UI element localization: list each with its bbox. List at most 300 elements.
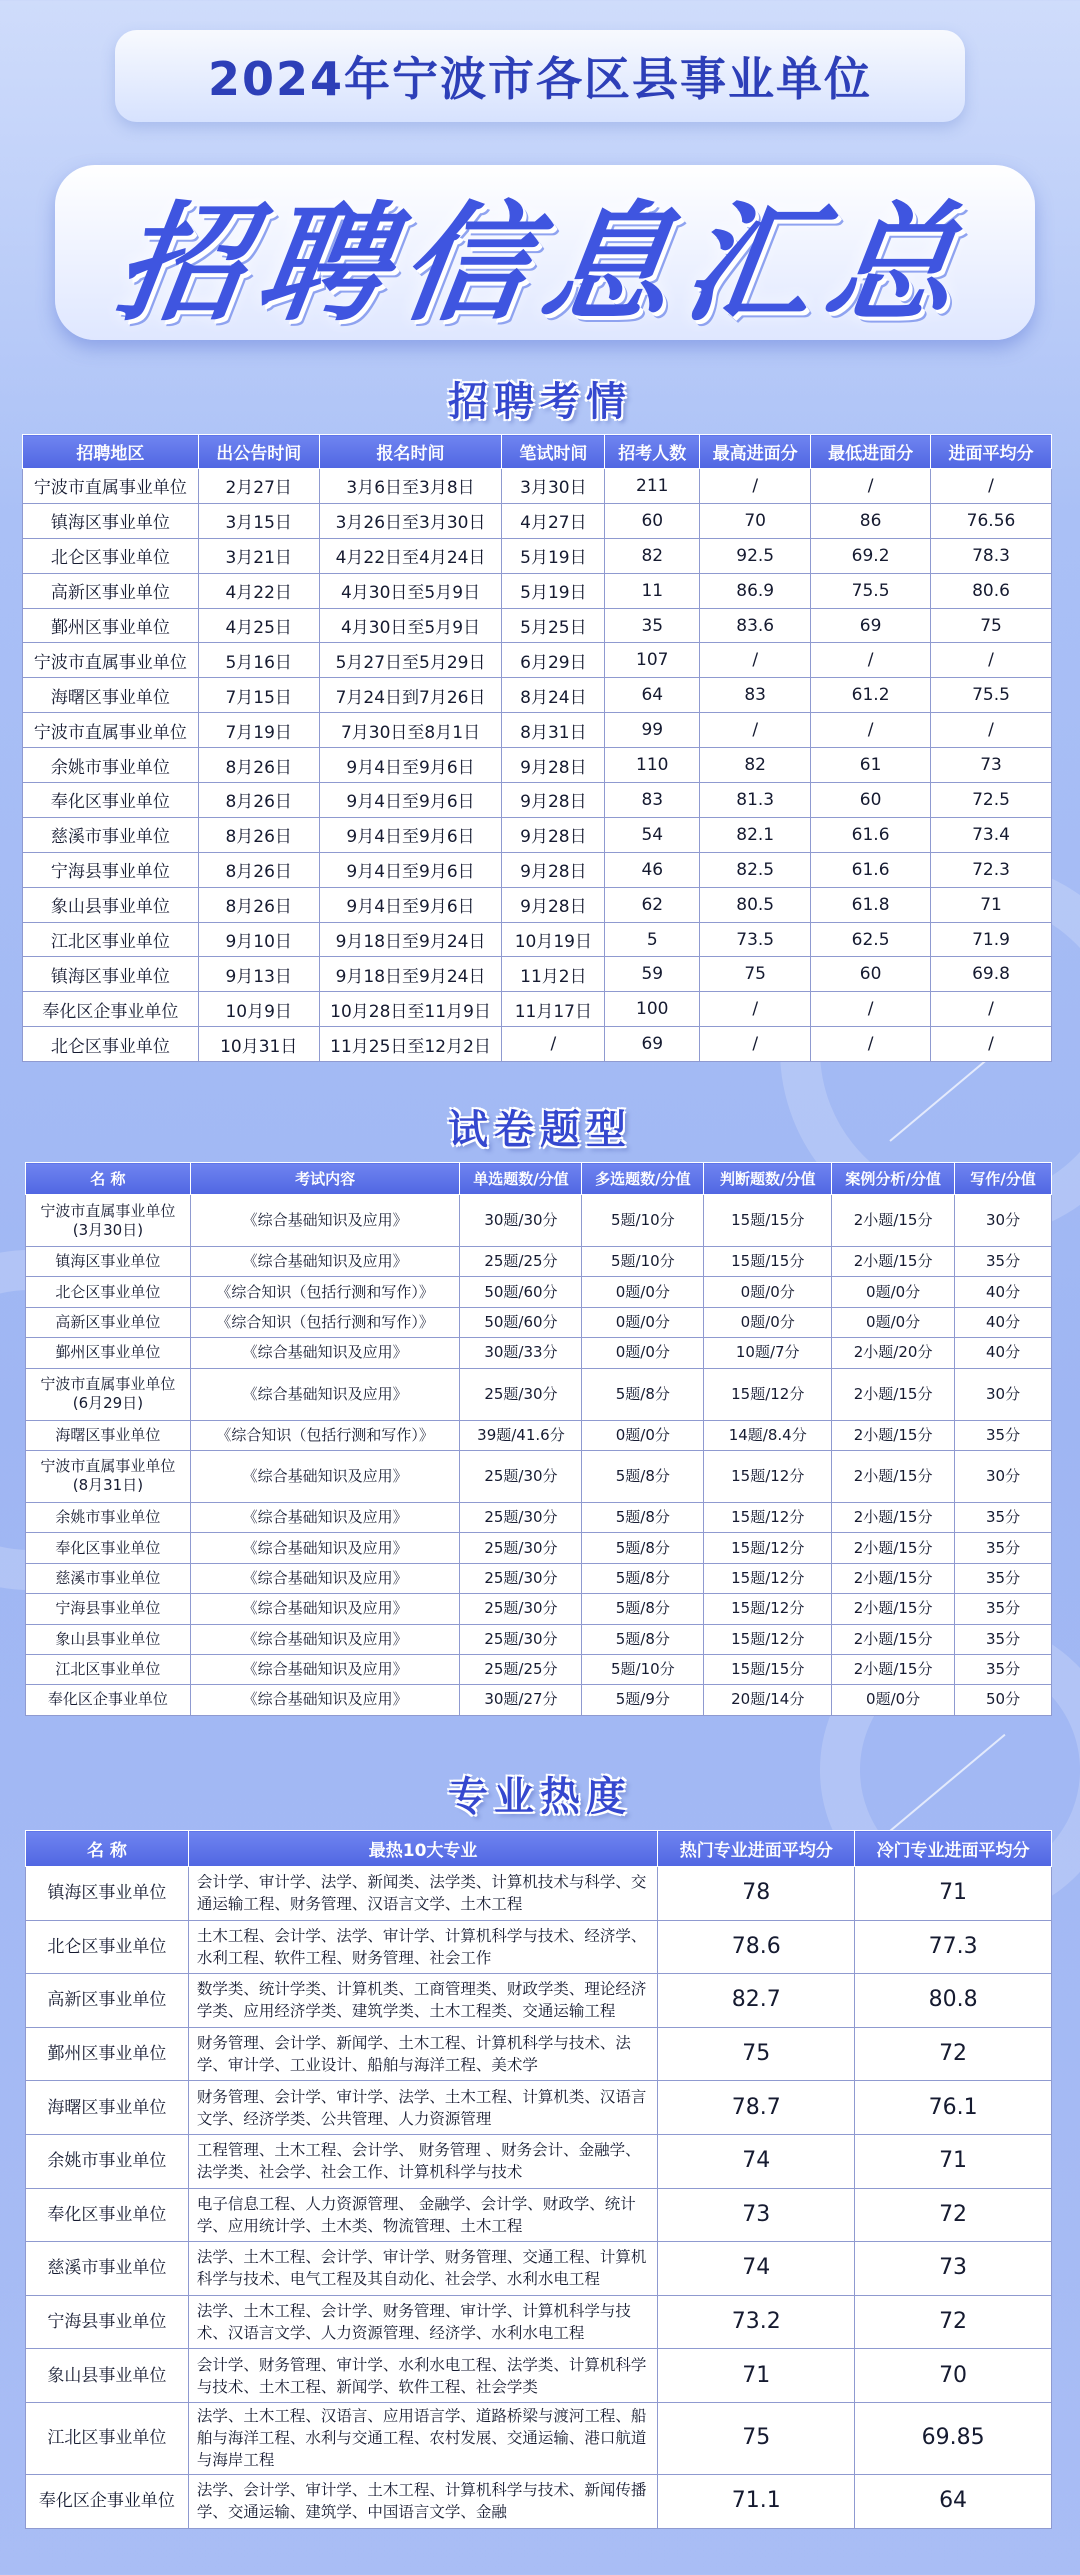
table-cell: 83.6 xyxy=(700,608,811,643)
table-cell: 象山县事业单位 xyxy=(23,887,199,922)
table-cell: 5题/8分 xyxy=(582,1450,704,1502)
table-cell: 5题/8分 xyxy=(582,1502,704,1532)
table-cell: 10月9日 xyxy=(198,992,319,1027)
table-cell: 5月19日 xyxy=(502,573,605,608)
table-cell: 2小题/15分 xyxy=(832,1368,955,1420)
table-cell: 5月19日 xyxy=(502,538,605,573)
table-cell: 9月28日 xyxy=(502,783,605,818)
table-cell: 5 xyxy=(605,922,700,957)
table-cell: 2小题/15分 xyxy=(832,1502,955,1532)
table-cell: 0题/0分 xyxy=(582,1420,704,1450)
table-row xyxy=(23,783,1052,818)
table-cell: 25题/30分 xyxy=(460,1594,582,1624)
table-cell: 《综合基础知识及应用》 xyxy=(190,1450,460,1502)
table-cell: 4月22日至4月24日 xyxy=(319,538,502,573)
table-cell: 高新区事业单位 xyxy=(26,1307,191,1337)
table-cell: 25题/30分 xyxy=(460,1563,582,1593)
table-row xyxy=(23,608,1052,643)
table-cell: 3月26日至3月30日 xyxy=(319,503,502,538)
main-title: 招聘信息汇总 xyxy=(106,189,980,339)
column-header: 进面平均分 xyxy=(931,435,1052,469)
table-cell: 镇海区事业单位 xyxy=(23,957,199,992)
table-cell: 鄞州区事业单位 xyxy=(26,2027,189,2081)
column-header: 出公告时间 xyxy=(198,435,319,469)
table-cell: 5题/10分 xyxy=(582,1654,704,1684)
table-row xyxy=(23,678,1052,713)
table-cell: 92.5 xyxy=(700,538,811,573)
table-cell: 35分 xyxy=(955,1247,1052,1277)
table-cell: 78.3 xyxy=(931,538,1052,573)
table-cell: 奉化区企事业单位 xyxy=(23,992,199,1027)
table-cell: 69.8 xyxy=(931,957,1052,992)
table-cell: 镇海区事业单位 xyxy=(26,1867,189,1921)
table-cell: 100 xyxy=(605,992,700,1027)
table-cell: 5题/9分 xyxy=(582,1685,704,1715)
table-cell: 75 xyxy=(700,957,811,992)
table-row xyxy=(26,2188,1052,2242)
table-cell: / xyxy=(700,643,811,678)
column-header: 招考人数 xyxy=(605,435,700,469)
table-cell: 70 xyxy=(855,2349,1052,2403)
table-cell: 镇海区事业单位 xyxy=(23,503,199,538)
table-cell: 9月18日至9月24日 xyxy=(319,922,502,957)
table-row xyxy=(23,713,1052,748)
table-cell: 慈溪市事业单位 xyxy=(26,1563,191,1593)
table-row xyxy=(23,852,1052,887)
table-row xyxy=(23,922,1052,957)
table-cell: 5月25日 xyxy=(502,608,605,643)
column-header: 判断题数/分值 xyxy=(704,1163,832,1195)
table-cell: 0题/0分 xyxy=(582,1277,704,1307)
table-cell: 25题/25分 xyxy=(460,1654,582,1684)
table-cell: / xyxy=(700,469,811,504)
table-cell: 高新区事业单位 xyxy=(23,573,199,608)
main-title-box xyxy=(55,165,1035,340)
table-cell: 2月27日 xyxy=(198,469,319,504)
table-cell: / xyxy=(931,643,1052,678)
table-cell: 25题/30分 xyxy=(460,1533,582,1563)
table-cell: 69.85 xyxy=(855,2402,1052,2474)
table-cell: 法学、会计学、审计学、土木工程、计算机科学与技术、新闻传播学、交通运输、建筑学、中国语言文学、金融 xyxy=(188,2474,657,2528)
table-cell: 83 xyxy=(605,783,700,818)
section-title-paper: 试卷题型 xyxy=(448,1107,632,1153)
table-cell: 工程管理、土木工程、会计学、 财务管理 、财务会计、金融学、法学类、社会学、社会工作、计算机科学与技术 xyxy=(188,2134,657,2188)
table-cell: / xyxy=(811,469,931,504)
table-cell: 71.9 xyxy=(931,922,1052,957)
table-cell: 39题/41.6分 xyxy=(460,1420,582,1450)
table-cell: 35分 xyxy=(955,1420,1052,1450)
table-cell: 6月29日 xyxy=(502,643,605,678)
table-cell: 15题/15分 xyxy=(704,1195,832,1247)
table-cell: 40分 xyxy=(955,1307,1052,1337)
table-cell: 2小题/15分 xyxy=(832,1533,955,1563)
table-cell: 75 xyxy=(658,2402,855,2474)
table-cell: 奉化区事业单位 xyxy=(23,783,199,818)
table-cell: 15题/15分 xyxy=(704,1654,832,1684)
table-cell: 法学、土木工程、会计学、财务管理、审计学、计算机科学与技术、汉语言文学、人力资源管理、经济学、水利水电工程 xyxy=(188,2295,657,2349)
table-cell: 9月4日至9月6日 xyxy=(319,748,502,783)
table-cell: 北仑区事业单位 xyxy=(23,538,199,573)
table-cell: 70 xyxy=(700,503,811,538)
table-cell: 10月28日至11月9日 xyxy=(319,992,502,1027)
table-cell: 15题/12分 xyxy=(704,1368,832,1420)
table-cell: 慈溪市事业单位 xyxy=(23,817,199,852)
table-cell: 7月24日到7月26日 xyxy=(319,678,502,713)
table-cell: 74 xyxy=(658,2242,855,2296)
table-cell: 71.1 xyxy=(658,2474,855,2528)
table-cell: 0题/0分 xyxy=(582,1307,704,1337)
table-cell: 61.2 xyxy=(811,678,931,713)
table-cell: 象山县事业单位 xyxy=(26,1624,191,1654)
table-cell: 76.56 xyxy=(931,503,1052,538)
table-row xyxy=(26,2349,1052,2403)
table-cell: 35分 xyxy=(955,1654,1052,1684)
column-header: 最低进面分 xyxy=(811,435,931,469)
column-header: 笔试时间 xyxy=(502,435,605,469)
table-cell: 110 xyxy=(605,748,700,783)
table-cell: 76.1 xyxy=(855,2081,1052,2135)
table-cell: 82 xyxy=(700,748,811,783)
table-cell: 江北区事业单位 xyxy=(23,922,199,957)
table-cell: 30分 xyxy=(955,1450,1052,1502)
table-cell: / xyxy=(931,713,1052,748)
table-cell: 《综合基础知识及应用》 xyxy=(190,1654,460,1684)
table-cell: 5题/8分 xyxy=(582,1624,704,1654)
table-cell: 69 xyxy=(605,1027,700,1062)
column-header: 冷门专业进面平均分 xyxy=(855,1831,1052,1867)
table-cell: 《综合基础知识及应用》 xyxy=(190,1338,460,1368)
column-header: 招聘地区 xyxy=(23,435,199,469)
table-cell: 73 xyxy=(855,2242,1052,2296)
table-cell: 73 xyxy=(658,2188,855,2242)
table-cell: / xyxy=(700,1027,811,1062)
table-cell: 59 xyxy=(605,957,700,992)
table-cell: 2小题/15分 xyxy=(832,1624,955,1654)
table-cell: 奉化区企事业单位 xyxy=(26,1685,191,1715)
table-cell: 《综合基础知识及应用》 xyxy=(190,1247,460,1277)
table-cell: 8月26日 xyxy=(198,887,319,922)
table-cell: 30题/33分 xyxy=(460,1338,582,1368)
table-cell: / xyxy=(931,469,1052,504)
table-cell: 11 xyxy=(605,573,700,608)
table-cell: 71 xyxy=(855,2134,1052,2188)
table-row xyxy=(23,817,1052,852)
table-row xyxy=(26,1594,1052,1624)
table-cell: 62.5 xyxy=(811,922,931,957)
table-cell: 20题/14分 xyxy=(704,1685,832,1715)
table-cell: 鄞州区事业单位 xyxy=(26,1338,191,1368)
section-title-exam: 招聘考情 xyxy=(448,379,632,425)
table-cell: 15题/12分 xyxy=(704,1624,832,1654)
table-row xyxy=(26,1974,1052,2028)
table-cell: 25题/30分 xyxy=(460,1502,582,1532)
table-row xyxy=(23,748,1052,783)
table-cell: 64 xyxy=(855,2474,1052,2528)
table-cell: 10题/7分 xyxy=(704,1338,832,1368)
table-cell: 25题/30分 xyxy=(460,1624,582,1654)
table-cell: 30分 xyxy=(955,1195,1052,1247)
table-cell: 86.9 xyxy=(700,573,811,608)
table-cell: 9月4日至9月6日 xyxy=(319,783,502,818)
table-cell: 财务管理、会计学、新闻学、土木工程、计算机科学与技术、法学、审计学、工业设计、船舶与海洋工程、美术学 xyxy=(188,2027,657,2081)
table-cell: 72.5 xyxy=(931,783,1052,818)
table-cell: 60 xyxy=(811,783,931,818)
table-row xyxy=(23,1027,1052,1062)
table-cell: 4月27日 xyxy=(502,503,605,538)
table-cell: 11月2日 xyxy=(502,957,605,992)
table-cell: 《综合知识（包括行测和写作）》 xyxy=(190,1420,460,1450)
table-cell: 78.6 xyxy=(658,1920,855,1974)
table-cell: 《综合基础知识及应用》 xyxy=(190,1685,460,1715)
table-cell: 宁波市直属事业单位 (3月30日) xyxy=(26,1195,191,1247)
table-cell: 7月19日 xyxy=(198,713,319,748)
table-cell: 81.3 xyxy=(700,783,811,818)
table-cell: 15题/12分 xyxy=(704,1450,832,1502)
column-header: 考试内容 xyxy=(190,1163,460,1195)
table-row xyxy=(26,2081,1052,2135)
table-cell: 2小题/15分 xyxy=(832,1420,955,1450)
table-cell: 8月26日 xyxy=(198,817,319,852)
table-cell: 10月31日 xyxy=(198,1027,319,1062)
table-cell: 72 xyxy=(855,2027,1052,2081)
table-cell: 78 xyxy=(658,1867,855,1921)
table-cell: 会计学、财务管理、审计学、水利水电工程、法学类、计算机科学与技术、土木工程、新闻学、软件工程、社会学类 xyxy=(188,2349,657,2403)
table-cell: 《综合基础知识及应用》 xyxy=(190,1195,460,1247)
column-header: 报名时间 xyxy=(319,435,502,469)
table-row xyxy=(26,1867,1052,1921)
table-cell: 30题/30分 xyxy=(460,1195,582,1247)
table-cell: 10月19日 xyxy=(502,922,605,957)
section-title-major: 专业热度 xyxy=(448,1774,632,1820)
table-cell: 80.8 xyxy=(855,1974,1052,2028)
table-cell: 99 xyxy=(605,713,700,748)
table-row xyxy=(23,503,1052,538)
table-cell: 4月30日至5月9日 xyxy=(319,608,502,643)
table-cell: 江北区事业单位 xyxy=(26,2402,189,2474)
table-cell: 80.5 xyxy=(700,887,811,922)
table-row xyxy=(26,1920,1052,1974)
table-cell: 11月17日 xyxy=(502,992,605,1027)
table-cell: 宁波市直属事业单位 (6月29日) xyxy=(26,1368,191,1420)
column-header: 案例分析/分值 xyxy=(832,1163,955,1195)
table-cell: 海曙区事业单位 xyxy=(26,1420,191,1450)
table-cell: 15题/12分 xyxy=(704,1502,832,1532)
table-cell: 73.5 xyxy=(700,922,811,957)
table-cell: / xyxy=(811,713,931,748)
table-row xyxy=(23,643,1052,678)
table-cell: 9月10日 xyxy=(198,922,319,957)
table-header-row xyxy=(26,1163,1052,1195)
table-cell: 2小题/20分 xyxy=(832,1338,955,1368)
table-cell: 35分 xyxy=(955,1624,1052,1654)
table-cell: 北仑区事业单位 xyxy=(26,1920,189,1974)
table-cell: 75 xyxy=(658,2027,855,2081)
table-cell: 35分 xyxy=(955,1533,1052,1563)
table-cell: 奉化区事业单位 xyxy=(26,2188,189,2242)
table-cell: 211 xyxy=(605,469,700,504)
table-cell: 8月31日 xyxy=(502,713,605,748)
table-cell: 宁海县事业单位 xyxy=(23,852,199,887)
column-header: 写作/分值 xyxy=(955,1163,1052,1195)
table-cell: 0题/0分 xyxy=(832,1685,955,1715)
table-cell: 2小题/15分 xyxy=(832,1450,955,1502)
table-cell: 5月27日至5月29日 xyxy=(319,643,502,678)
table-row xyxy=(26,2242,1052,2296)
table-cell: 35分 xyxy=(955,1502,1052,1532)
table-cell: 镇海区事业单位 xyxy=(26,1247,191,1277)
table-row xyxy=(23,957,1052,992)
table-cell: 9月4日至9月6日 xyxy=(319,887,502,922)
table-cell: 61.6 xyxy=(811,817,931,852)
table-cell: 5题/8分 xyxy=(582,1563,704,1593)
table-row xyxy=(26,2402,1052,2474)
table-cell: / xyxy=(700,713,811,748)
table-row xyxy=(26,1420,1052,1450)
table-row xyxy=(26,2474,1052,2528)
table-cell: 奉化区事业单位 xyxy=(26,1533,191,1563)
table-cell: 数学类、统计学类、计算机类、工商管理类、财政学类、理论经济学类、应用经济学类、建筑学类、土木工程类、交通运输工程 xyxy=(188,1974,657,2028)
table-cell: 82.7 xyxy=(658,1974,855,2028)
table-cell: / xyxy=(811,643,931,678)
table-header-row xyxy=(26,1831,1052,1867)
table-row xyxy=(26,1563,1052,1593)
table-cell: 4月25日 xyxy=(198,608,319,643)
column-header: 名 称 xyxy=(26,1831,189,1867)
table-cell: 宁波市直属事业单位 xyxy=(23,643,199,678)
column-header: 单选题数/分值 xyxy=(460,1163,582,1195)
table-cell: 《综合基础知识及应用》 xyxy=(190,1624,460,1654)
table-cell: 《综合基础知识及应用》 xyxy=(190,1533,460,1563)
table-cell: 82 xyxy=(605,538,700,573)
column-header: 最热10大专业 xyxy=(188,1831,657,1867)
table-cell: 50分 xyxy=(955,1685,1052,1715)
table-cell: 54 xyxy=(605,817,700,852)
table-cell: 《综合基础知识及应用》 xyxy=(190,1563,460,1593)
table-cell: 9月28日 xyxy=(502,887,605,922)
table-cell: 15题/15分 xyxy=(704,1247,832,1277)
table-row xyxy=(23,573,1052,608)
table-cell: 61.6 xyxy=(811,852,931,887)
table-row xyxy=(26,1624,1052,1654)
table-cell: 9月13日 xyxy=(198,957,319,992)
table-row xyxy=(26,2295,1052,2349)
table-cell: 30分 xyxy=(955,1368,1052,1420)
table-cell: 14题/8.4分 xyxy=(704,1420,832,1450)
table-cell: 64 xyxy=(605,678,700,713)
table-cell: 法学、土木工程、汉语言、应用语言学、道路桥梁与渡河工程、船舶与海洋工程、水利与交通工程、农村发展、交通运输、港口航道与海岸工程 xyxy=(188,2402,657,2474)
table-cell: 财务管理、会计学、审计学、法学、土木工程、计算机类、汉语言文学、经济学类、公共管理、人力资源管理 xyxy=(188,2081,657,2135)
table-cell: 73.2 xyxy=(658,2295,855,2349)
table-cell: 82.1 xyxy=(700,817,811,852)
table-cell: 78.7 xyxy=(658,2081,855,2135)
table-cell: 50题/60分 xyxy=(460,1277,582,1307)
table-cell: 4月22日 xyxy=(198,573,319,608)
table-cell: 北仑区事业单位 xyxy=(26,1277,191,1307)
table-cell: / xyxy=(811,1027,931,1062)
table-cell: 71 xyxy=(855,1867,1052,1921)
table-cell: 5题/8分 xyxy=(582,1594,704,1624)
table-cell: / xyxy=(700,992,811,1027)
table-cell: 4月30日至5月9日 xyxy=(319,573,502,608)
table-cell: 5月16日 xyxy=(198,643,319,678)
table-cell: 25题/25分 xyxy=(460,1247,582,1277)
table-cell: 75 xyxy=(931,608,1052,643)
table-cell: 75.5 xyxy=(931,678,1052,713)
table-cell: 3月21日 xyxy=(198,538,319,573)
table-cell: 奉化区企事业单位 xyxy=(26,2474,189,2528)
table-cell: 5题/10分 xyxy=(582,1195,704,1247)
table-cell: 余姚市事业单位 xyxy=(26,1502,191,1532)
table-cell: 9月18日至9月24日 xyxy=(319,957,502,992)
table-cell: 60 xyxy=(605,503,700,538)
table-cell: 2小题/15分 xyxy=(832,1654,955,1684)
table-cell: 82.5 xyxy=(700,852,811,887)
table-row xyxy=(26,1654,1052,1684)
table-cell: 35分 xyxy=(955,1563,1052,1593)
table-cell: 11月25日至12月2日 xyxy=(319,1027,502,1062)
table-cell: 宁波市直属事业单位 xyxy=(23,469,199,504)
column-header: 多选题数/分值 xyxy=(582,1163,704,1195)
table-cell: 海曙区事业单位 xyxy=(23,678,199,713)
table-row xyxy=(26,1195,1052,1247)
table-cell: 2小题/15分 xyxy=(832,1195,955,1247)
table-cell: 土木工程、会计学、法学、审计学、计算机科学与技术、经济学、水利工程、软件工程、财务管理、社会工作 xyxy=(188,1920,657,1974)
paper-types-table xyxy=(25,1162,1052,1716)
table-cell: 余姚市事业单位 xyxy=(26,2134,189,2188)
table-cell: 象山县事业单位 xyxy=(26,2349,189,2403)
table-cell: 《综合基础知识及应用》 xyxy=(190,1502,460,1532)
table-cell: 高新区事业单位 xyxy=(26,1974,189,2028)
table-cell: 8月26日 xyxy=(198,852,319,887)
table-cell: 35 xyxy=(605,608,700,643)
table-cell: 69.2 xyxy=(811,538,931,573)
table-cell: 《综合基础知识及应用》 xyxy=(190,1368,460,1420)
table-row xyxy=(26,1277,1052,1307)
table-cell: 慈溪市事业单位 xyxy=(26,2242,189,2296)
table-cell: 107 xyxy=(605,643,700,678)
table-cell: 71 xyxy=(658,2349,855,2403)
table-cell: 3月15日 xyxy=(198,503,319,538)
table-cell: 8月26日 xyxy=(198,748,319,783)
table-cell: 0题/0分 xyxy=(704,1277,832,1307)
table-cell: 宁波市直属事业单位 (8月31日) xyxy=(26,1450,191,1502)
table-cell: 8月24日 xyxy=(502,678,605,713)
table-cell: 61 xyxy=(811,748,931,783)
table-cell: 7月15日 xyxy=(198,678,319,713)
table-cell: 62 xyxy=(605,887,700,922)
table-cell: 鄞州区事业单位 xyxy=(23,608,199,643)
table-cell: 江北区事业单位 xyxy=(26,1654,191,1684)
table-cell: 50题/60分 xyxy=(460,1307,582,1337)
table-row xyxy=(23,887,1052,922)
table-row xyxy=(23,992,1052,1027)
table-cell: 5题/8分 xyxy=(582,1368,704,1420)
table-cell: 77.3 xyxy=(855,1920,1052,1974)
table-cell: 25题/30分 xyxy=(460,1450,582,1502)
table-row xyxy=(26,1685,1052,1715)
table-row xyxy=(26,2134,1052,2188)
table-cell: 0题/0分 xyxy=(832,1307,955,1337)
table-cell: 80.6 xyxy=(931,573,1052,608)
table-cell: 法学、土木工程、会计学、审计学、财务管理、交通工程、计算机科学与技术、电气工程及其自动化、社会学、水利水电工程 xyxy=(188,2242,657,2296)
table-cell: 会计学、审计学、法学、新闻类、法学类、计算机技术与科学、交通运输工程、财务管理、汉语言文学、土木工程 xyxy=(188,1867,657,1921)
table-cell: 0题/0分 xyxy=(832,1277,955,1307)
table-cell: 宁波市直属事业单位 xyxy=(23,713,199,748)
table-cell: 《综合知识（包括行测和写作）》 xyxy=(190,1277,460,1307)
table-cell: 69 xyxy=(811,608,931,643)
table-row xyxy=(26,2027,1052,2081)
column-header: 最高进面分 xyxy=(700,435,811,469)
